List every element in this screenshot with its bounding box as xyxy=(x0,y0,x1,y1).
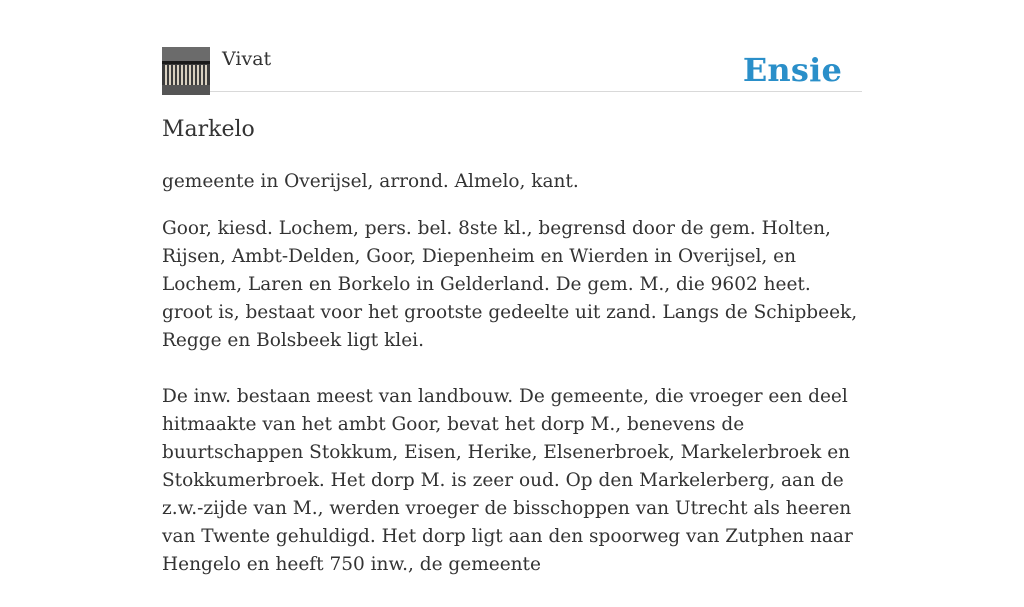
page-container xyxy=(162,0,862,575)
page-title: Markelo xyxy=(162,117,255,142)
source-name[interactable]: Vivat xyxy=(222,48,272,70)
source-avatar[interactable] xyxy=(162,47,210,95)
article-lead: gemeente in Overijsel, arrond. Almelo, kant. xyxy=(162,171,579,192)
article-paragraph: De inw. bestaan meest van landbouw. De gemeente, die vroeger een deel hitmaakte van het ambt Goor, bevat het dorp M., benevens de buurtschappen Stokkum, Eisen, Herike, Elsenerbroek, Markelerbroek en Stokkumerbroek. Het dorp M. is zeer oud. Op den Markelerberg, aan de z.w.-zijde van M., werden vroeger de bisschoppen van Utrecht als heeren van Twente gehuldigd. Het dorp ligt aan den spoorweg van Zutphen naar Hengelo en heeft 750 inw., de gemeente xyxy=(162,386,853,575)
article-paragraph: Goor, kiesd. Lochem, pers. bel. 8ste kl., begrensd door de gem. Holten, Rijsen, Ambt-Delden, Goor, Diepenheim en Wierden in Overijsel, en Lochem, Laren en Borkelo in Gelderland. De gem. M., die 9602 heet. groot is, bestaat voor het grootste gedeelte uit zand. Langs de Schipbeek, Regge en Bolsbeek ligt klei. xyxy=(162,218,858,351)
header xyxy=(162,0,862,92)
brand-logo[interactable]: Ensie xyxy=(742,51,842,89)
article-body xyxy=(162,215,862,607)
bookshelf-icon xyxy=(162,47,210,95)
